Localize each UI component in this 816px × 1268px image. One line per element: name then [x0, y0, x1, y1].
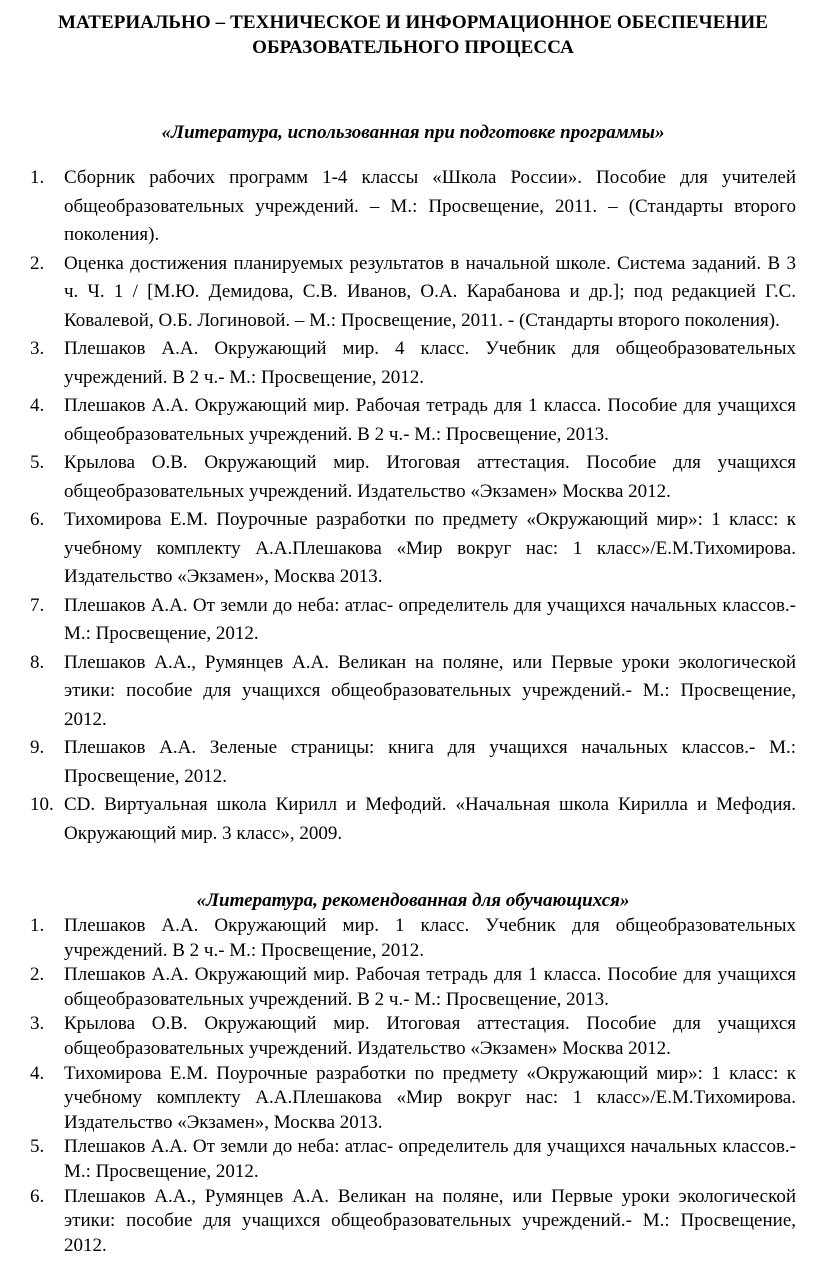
list-item-text: Плешаков А.А. Зеленые страницы: книга для учащихся начальных классов.- М.: Просвещение, 2012.	[64, 737, 796, 787]
list-item-number: 9.	[30, 737, 45, 758]
list-item-number: 10.	[30, 794, 54, 815]
list-item-text: Плешаков А.А. Окружающий мир. 1 класс. Учебник для общеобразовательных учреждений. В 2 ч.- М.: Просвещение, 2012.	[64, 915, 796, 961]
list-item	[30, 963, 796, 1012]
list-item	[30, 449, 796, 506]
list-item	[30, 392, 796, 449]
list-item-number: 3.	[30, 338, 45, 359]
document-title	[30, 10, 796, 60]
list-item-text: CD. Виртуальная школа Кирилл и Мефодий. «Начальная школа Кирилла и Мефодия. Окружающий мир. 3 класс», 2009.	[64, 794, 796, 844]
list-item-text: Крылова О.В. Окружающий мир. Итоговая аттестация. Пособие для учащихся общеобразовательных учреждений. Издательство «Экзамен» Москва 2012.	[64, 452, 796, 502]
list-item	[30, 649, 796, 735]
list-item-number: 2.	[30, 964, 45, 986]
list-item	[30, 250, 796, 336]
list-item-text: Крылова О.В. Окружающий мир. Итоговая аттестация. Пособие для учащихся общеобразовательных учреждений. Издательство «Экзамен» Москва 2012.	[64, 1013, 796, 1059]
list-item	[30, 506, 796, 592]
list-item-number: 3.	[30, 1013, 45, 1035]
list-item-number: 1.	[30, 167, 45, 188]
list-item-number: 7.	[30, 594, 45, 616]
list-item	[30, 1185, 796, 1259]
list-item-text: Плешаков А.А. От земли до неба: атлас- определитель для учащихся начальных классов.- М.: Просвещение, 2012.	[64, 1136, 796, 1182]
list-item-number: 8.	[30, 651, 45, 673]
list-item-number: 6.	[30, 1185, 45, 1207]
list-item-number: 1.	[30, 915, 45, 936]
list-item-text: Плешаков А.А. Окружающий мир. Рабочая тетрадь для 1 класса. Пособие для учащихся общеобразовательных учреждений. В 2 ч.- М.: Просвещение, 2013.	[64, 395, 796, 445]
list-item	[30, 164, 796, 250]
section-heading-recommended-literature: «Литература, рекомендованная для обучающихся»	[196, 890, 630, 911]
list-item	[30, 1135, 796, 1184]
list-item	[30, 1012, 796, 1061]
used-literature-list	[30, 164, 796, 848]
list-item-text: Сборник рабочих программ 1-4 классы «Школа России». Пособие для учителей общеобразовательных учреждений. – М.: Просвещение, 2011. – (Стандарты второго поколения).	[64, 167, 796, 245]
list-item	[30, 1062, 796, 1136]
list-item-number: 4.	[30, 395, 45, 416]
section-heading-used-literature: «Литература, использованная при подготовке программы»	[161, 122, 665, 143]
list-item	[30, 914, 796, 963]
list-item-text: Плешаков А.А., Румянцев А.А. Великан на поляне, или Первые уроки экологической этики: пособие для учащихся общеобразовательных учреждений.- М.: Просвещение, 2012.	[64, 1185, 796, 1256]
list-item-text: Тихомирова Е.М. Поурочные разработки по предмету «Окружающий мир»: 1 класс: к учебному комплекту А.А.Плешакова «Мир вокруг нас: 1 класс»/Е.М.Тихомирова. Издательство «Экзамен», Москва 2013.	[64, 509, 796, 587]
list-item-text: Плешаков А.А. Окружающий мир. 4 класс. Учебник для общеобразовательных учреждений. В 2 ч.- М.: Просвещение, 2012.	[64, 338, 796, 388]
list-item-number: 6.	[30, 509, 45, 530]
document-title-line-1: МАТЕРИАЛЬНО – ТЕХНИЧЕСКОЕ И ИНФОРМАЦИОННОЕ ОБЕСПЕЧЕНИЕ	[57, 12, 769, 33]
list-item-text: Плешаков А.А. Окружающий мир. Рабочая тетрадь для 1 класса. Пособие для учащихся общеобразовательных учреждений. В 2 ч.- М.: Просвещение, 2013.	[64, 964, 796, 1010]
list-item	[30, 791, 796, 848]
list-item	[30, 592, 796, 649]
list-item	[30, 734, 796, 791]
list-item-text: Плешаков А.А. От земли до неба: атлас- определитель для учащихся начальных классов.- М.: Просвещение, 2012.	[64, 594, 796, 644]
list-item-text: Тихомирова Е.М. Поурочные разработки по предмету «Окружающий мир»: 1 класс: к учебному комплекту А.А.Плешакова «Мир вокруг нас: 1 класс»/Е.М.Тихомирова. Издательство «Экзамен», Москва 2013.	[64, 1062, 796, 1133]
list-item-number: 5.	[30, 452, 45, 473]
list-item-text: Оценка достижения планируемых результатов в начальной школе. Система заданий. В 3 ч. Ч. 1 / [М.Ю. Демидова, С.В. Иванов, О.А. Карабанова и др.]; под редакцией Г.С. Ковалевой, О.Б. Логиновой. – М.: Просвещение, 2011. - (Стандарты второго поколения).	[64, 252, 796, 331]
list-item	[30, 335, 796, 392]
recommended-literature-list	[30, 914, 796, 1258]
list-item-number: 4.	[30, 1062, 45, 1084]
document-title-line-2: ОБРАЗОВАТЕЛЬНОГО ПРОЦЕССА	[252, 37, 574, 58]
list-item-text: Плешаков А.А., Румянцев А.А. Великан на поляне, или Первые уроки экологической этики: пособие для учащихся общеобразовательных учреждений.- М.: Просвещение, 2012.	[64, 651, 796, 730]
list-item-number: 5.	[30, 1136, 45, 1158]
list-item-number: 2.	[30, 252, 45, 274]
